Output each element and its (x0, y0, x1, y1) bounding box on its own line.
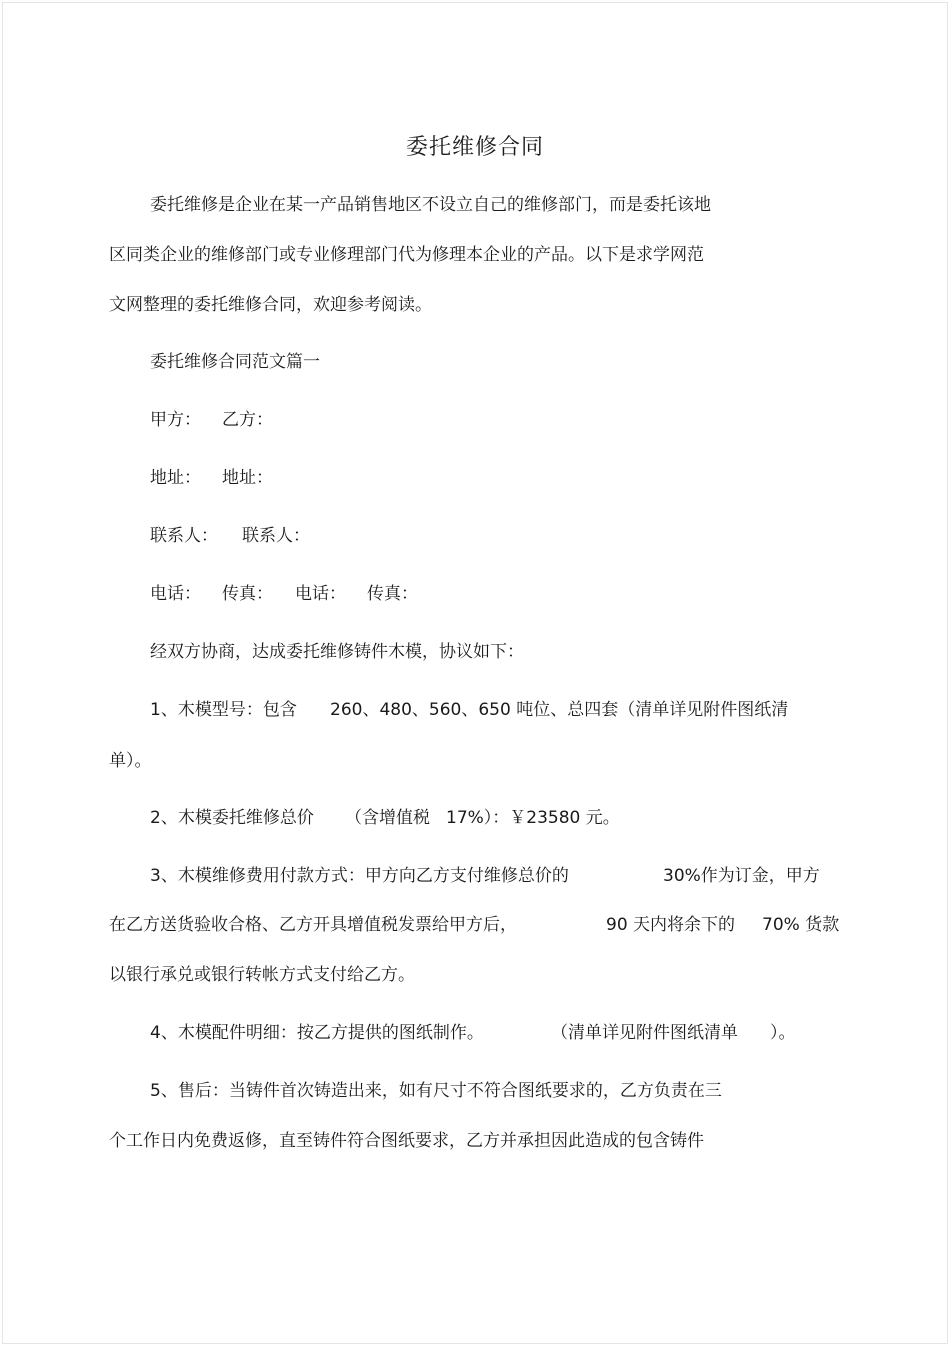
clause-2-part-2: （含增值税 (345, 808, 430, 828)
clause-1-line-2: 单）。 (109, 751, 152, 771)
clause-1-part-1: 1、木模型号：包含 (150, 700, 297, 720)
clause-3-line-2-part-1: 在乙方送货验收合格、乙方开具增值税发票给甲方后， (109, 915, 517, 935)
clause-2-part-3: 17%）：￥23580 元。 (446, 808, 620, 828)
section-heading: 委托维修合同范文篇一 (150, 352, 320, 372)
clause-3-line-2-part-3: 70% 货款 (762, 915, 840, 935)
intro-line-1: 委托维修是企业在某一产品销售地区不设立自己的维修部门，而是委托该地 (150, 195, 711, 215)
intro-line-3: 文网整理的委托维修合同，欢迎参考阅读。 (109, 295, 432, 315)
address-b-label: 地址： (222, 468, 273, 488)
document-title: 委托维修合同 (405, 135, 544, 160)
clause-3-part-1: 3、木模维修费用付款方式：甲方向乙方支付维修总价的 (150, 866, 569, 886)
clause-4-part-3: ）。 (770, 1023, 796, 1043)
clause-4-part-1: 4、木模配件明细：按乙方提供的图纸制作。 (150, 1023, 484, 1043)
clause-1-part-2: 260、480、560、650 吨位、总四套（清单详见附件图纸清 (330, 700, 789, 720)
phone-b-label: 电话： (295, 584, 346, 604)
clause-3-line-3: 以银行承兑或银行转帐方式支付给乙方。 (109, 965, 415, 985)
contact-a-label: 联系人： (150, 526, 218, 546)
clause-2-part-1: 2、木模委托维修总价 (150, 808, 314, 828)
clause-5-line-2: 个工作日内免费返修，直至铸件符合图纸要求，乙方并承担因此造成的包含铸件 (109, 1131, 704, 1151)
party-a-label: 甲方： (150, 410, 201, 430)
address-a-label: 地址： (150, 468, 201, 488)
contact-b-label: 联系人： (242, 526, 310, 546)
agreement-intro: 经双方协商，达成委托维修铸件木模，协议如下： (150, 642, 524, 662)
phone-a-label: 电话： (150, 584, 201, 604)
fax-a-label: 传真： (222, 584, 273, 604)
party-b-label: 乙方： (222, 410, 273, 430)
clause-3-line-2-part-2: 90 天内将余下的 (606, 915, 736, 935)
fax-b-label: 传真： (367, 584, 418, 604)
clause-4-part-2: （清单详见附件图纸清单 (551, 1023, 738, 1043)
clause-3-part-2: 30%作为订金，甲方 (663, 866, 820, 886)
clause-5-line-1: 5、售后：当铸件首次铸造出来，如有尺寸不符合图纸要求的，乙方负责在三 (150, 1081, 722, 1101)
intro-line-2: 区同类企业的维修部门或专业修理部门代为修理本企业的产品。以下是求学网范 (109, 245, 704, 265)
